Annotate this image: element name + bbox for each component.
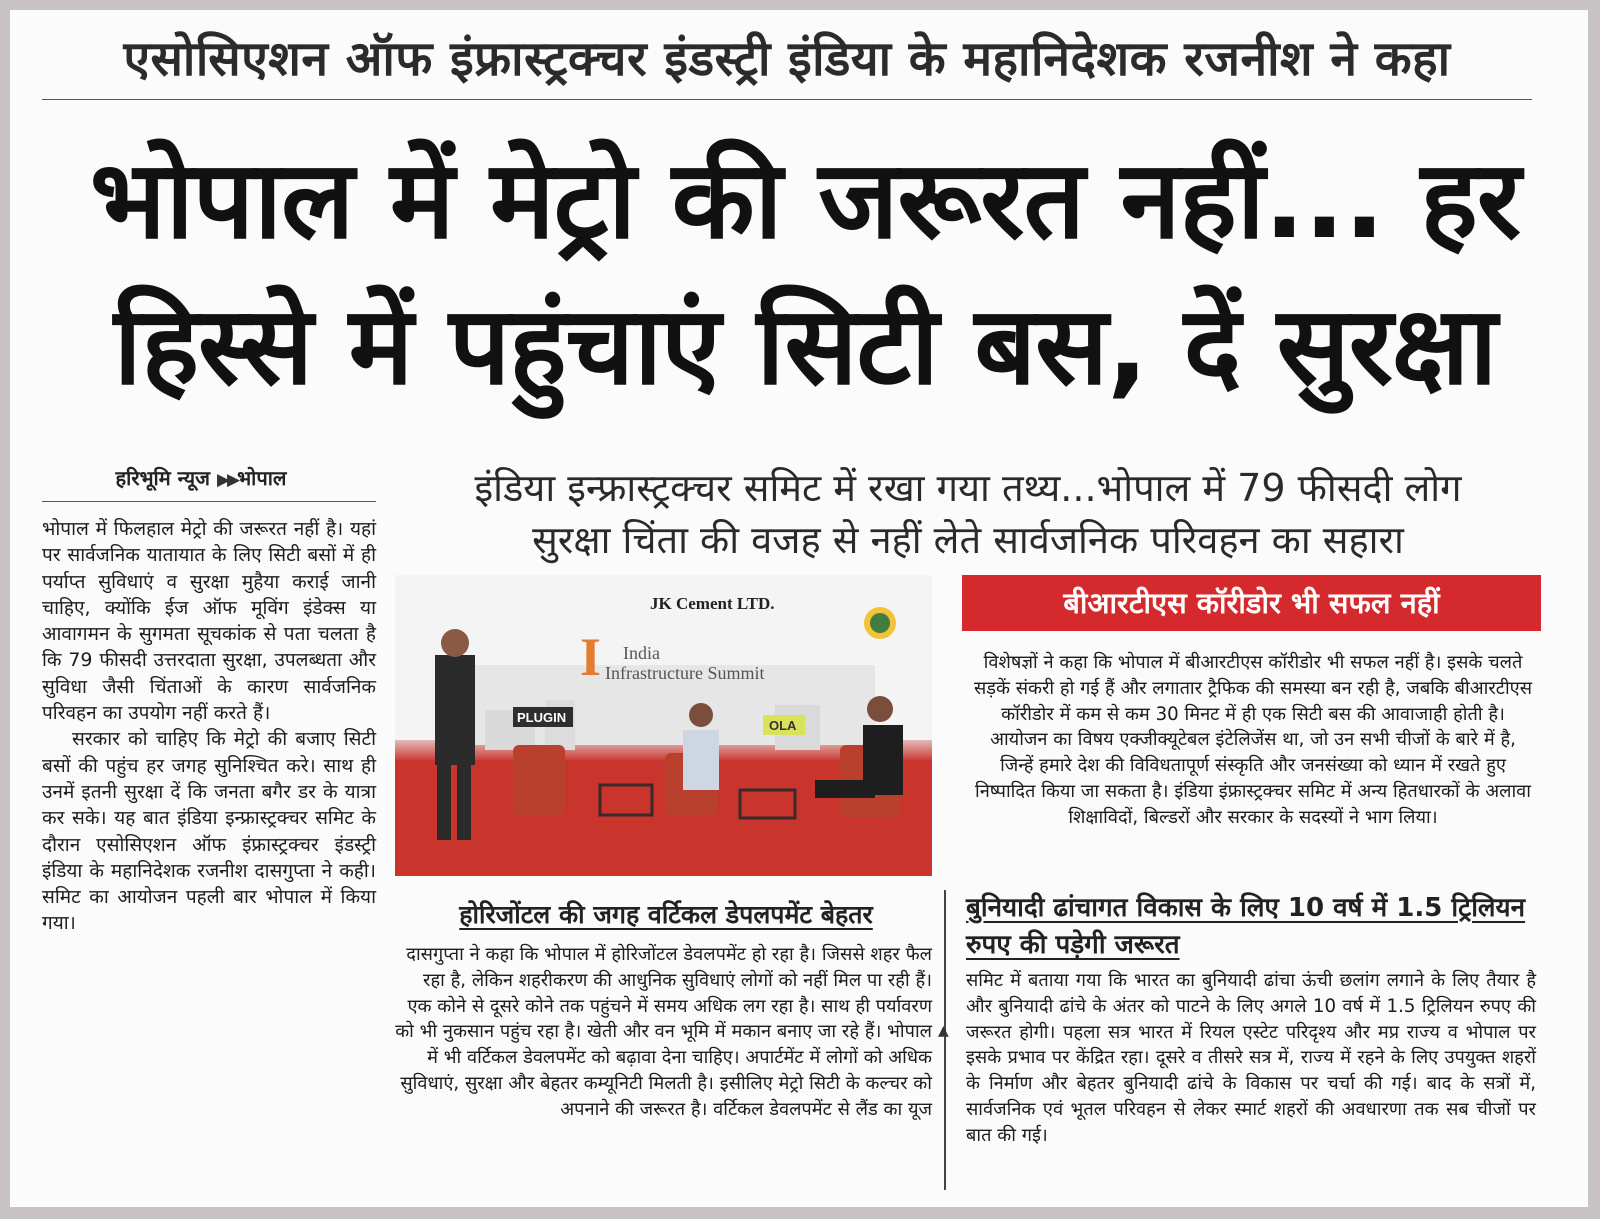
column-divider	[944, 890, 946, 1190]
headline-line-2: हिस्से में पहुंचाएं सिटी बस, दें सुरक्षा	[113, 284, 1497, 409]
arrow-up-icon: ▲	[938, 1023, 949, 1039]
brts-text: विशेषज्ञों ने कहा कि भोपाल में बीआरटीएस कॉरीडोर भी सफल नहीं है। इसके चलते सड़कें संकरी हो गई हैं और लगातार ट्रैफिक की समस्या बन रही है, जबकि बीआरटीएस कॉरीडोर में कम से कम 30 मिनट में ही एक सिटी बस की आवाजाही होती है। आयोजन का विषय एक्जीक्यूटेबल इंटेलिजेंस था, जो उन सभी चीजों के बारे में है, जिन्हें हमारे देश की विविधतापूर्ण संस्कृति और जनसंख्या को ध्यान में रखते हुए निष्पादित किया जा सकता है। इंडिया इंफ्रास्ट्रक्चर समिट में अन्य हितधारकों के अलावा शिक्षाविदों, बिल्डरों और सरकार के सदस्यों ने भाग लिया।	[973, 652, 1533, 828]
photo-sponsor: JK Cement LTD.	[650, 594, 775, 613]
headline-line-1: भोपाल में मेट्रो की जरूरत नहीं... हर	[89, 138, 1521, 263]
photo-sign-left: PLUGIN	[517, 710, 567, 725]
kicker: एसोसिएशन ऑफ इंफ्रास्ट्रक्चर इंडस्ट्री इंडिया के महानिदेशक रजनीश ने कहा	[123, 31, 1451, 87]
vertical-text: दासगुप्ता ने कहा कि भोपाल में होरिजोंटल डेवलपमेंट हो रहा है। जिससे शहर फैल रहा है, लेकिन शहरीकरण की आधुनिक सुविधाएं लोगों को नहीं मिल पा रही हैं। एक कोने से दूसरे कोने तक पहुंचने में समय अधिक लग रहा है। साथ ही पर्यावरण को भी नुकसान पहुंच रहा है। खेती और वन भूमि में मकान बनाए जा रहे हैं। भोपाल में भी वर्टिकल डेवलपमेंट को बढ़ावा देना चाहिए। अपार्टमेंट में लोगों को अधिक सुविधाएं, सुरक्षा और बेहतर कम्यूनिटी मिलती है। इसीलिए मेट्रो सिटी के कल्चर को अपनाने की जरूरत है। वर्टिकल डेवलपमेंट से लैंड का यूज	[395, 944, 932, 1120]
infra-text: समिट में बताया गया कि भारत का बुनियादी ढांचा ऊंची छलांग लगाने के लिए तैयार है और बुनियादी ढांचे के अंतर को पाटने के लिए अगले 10 वर्ष में 1.5 ट्रिलियन रुपए की जरूरत होगी। पहला सत्र भारत में रियल एस्टेट परिदृश्य और मप्र राज्य व भोपाल पर इसके प्रभाव पर केंद्रित रहा। दूसरे व तीसरे सत्र में, राज्य में रहने के लिए उपयुक्त शहरों के निर्माण और बेहतर बुनियादी ढांचे के विकास पर चर्चा की गई। बाद के सत्रों में, सार्वजनिक एवं भूतल परिवहन से लेकर स्मार्ट शहरों की अवधारणा तक सब चीजों पर बात की गई।	[966, 970, 1536, 1146]
svg-text:I: I	[580, 627, 602, 687]
main-story	[42, 516, 376, 937]
newspaper-page	[10, 10, 1588, 1207]
main-story-para-1: भोपाल में फिलहाल मेट्रो की जरूरत नहीं है। यहां पर सार्वजनिक यातायात के लिए सिटी बसों में ही पर्याप्त सुविधाएं व सुरक्षा मुहैया कराई जानी चाहिए, क्योंकि ईज ऑफ मूविंग इंडेक्स या आवागमन के सुगमता सूचकांक से पता चलता है कि 79 फीसदी उत्तरदाता सुरक्षा, उपलब्धता और सुविधा जैसी चिंताओं के कारण सार्वजनिक परिवहन का उपयोग नहीं करते हैं।	[42, 518, 376, 725]
byline-city: भोपाल	[237, 466, 287, 490]
byline-rule	[42, 501, 376, 502]
event-photo	[395, 575, 932, 876]
main-story-para-2: सरकार को चाहिए कि मेट्रो की बजाए सिटी बसों की पहुंच हर जगह सुनिश्चित करे। साथ ही उनमें इतनी सुरक्षा दें कि जनता बगैर डर के यात्रा कर सके। यह बात इंडिया इन्फ्रास्ट्रक्चर समिट के दौरान एसोसिएशन ऑफ इंफ्रास्ट्रक्चर इंडस्ट्री इंडिया के महानिदेशक रजनीश दासगुप्ता ने कही। समिट का आयोजन पहली बार भोपाल में किया गया।	[42, 728, 376, 935]
deck-line-1: इंडिया इन्फ्रास्ट्रक्चर समिट में रखा गया तथ्य...भोपाल में 79 फीसदी लोग	[474, 466, 1462, 510]
deck	[398, 462, 1538, 566]
vertical-heading: होरिजोंटल की जगह वर्टिकल डेपलपमेंट बेहतर	[459, 900, 873, 929]
headline	[40, 128, 1570, 420]
infra-heading: बुनियादी ढांचागत विकास के लिए 10 वर्ष में 1.5 ट्रिलियन रुपए की पड़ेगी जरूरत	[966, 893, 1526, 960]
byline-source: हरिभूमि न्यूज	[115, 466, 210, 490]
deck-line-2: सुरक्षा चिंता की वजह से नहीं लेते सार्वजनिक परिवहन का सहारा	[532, 518, 1404, 562]
kicker-rule	[42, 99, 1532, 100]
byline-arrow-icon: ▶▶	[216, 470, 238, 490]
brts-heading: बीआरटीएस कॉरीडोर भी सफल नहीं	[962, 575, 1541, 631]
event-photo-illustration	[395, 575, 932, 876]
byline	[42, 465, 360, 493]
photo-event-line-1: India	[623, 643, 660, 663]
photo-event-line-2: Infrastructure Summit	[605, 663, 765, 683]
photo-sign-right: OLA	[769, 718, 797, 733]
